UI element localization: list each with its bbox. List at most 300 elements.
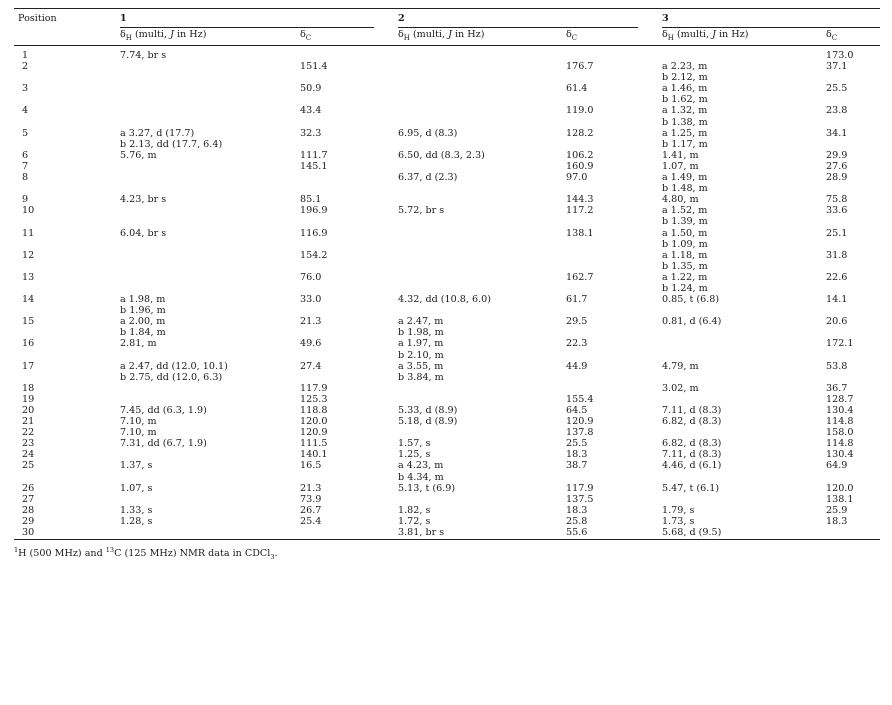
compound-3-h-cell — [662, 338, 826, 360]
compound-3-h-cell — [662, 494, 826, 505]
compound-3-h-cell — [662, 427, 826, 438]
compound-1-h-cell — [120, 316, 300, 338]
proton-shift-line: b 1.09, m — [662, 238, 708, 250]
proton-shift-line: b 1.35, m — [662, 260, 708, 272]
compound-1-h-cell — [120, 128, 300, 150]
proton-shift-line: a 1.32, m — [662, 105, 708, 117]
compound-2-c-cell: 137.5 — [566, 493, 594, 505]
compound-2-h-cell — [398, 228, 566, 250]
position-cell: 17 — [22, 360, 35, 372]
compound-2-h-cell — [398, 205, 566, 227]
compound-2-h-cell — [398, 505, 566, 516]
compound-3-c-cell: 22.6 — [826, 271, 848, 283]
compound-1-h-cell — [120, 527, 300, 540]
compound-1-c-cell: 33.0 — [300, 294, 322, 306]
position-cell: 21 — [22, 416, 35, 428]
position-cell: 23 — [22, 438, 35, 450]
compound-3-c-cell: 138.1 — [826, 493, 854, 505]
compound-2-h-cell — [398, 438, 566, 449]
compound-3-h-cell — [662, 46, 826, 62]
compound-2-h-cell — [398, 46, 566, 62]
table-row — [14, 272, 880, 294]
position-cell: 11 — [22, 227, 35, 239]
compound-3-h-cell — [662, 161, 826, 172]
table-row — [14, 460, 880, 482]
compound-3-c-cell: 173.0 — [826, 50, 854, 61]
compound-2-c-cell — [566, 46, 662, 62]
compound-2-h-cell — [398, 483, 566, 494]
compound-3-c-cell: 75.8 — [826, 194, 848, 206]
compound-1-c-cell: 50.9 — [300, 83, 322, 95]
compound-2-h-cell — [398, 416, 566, 427]
compound-2-c-cell: 44.9 — [566, 360, 588, 372]
compound-2-c-cell: 120.9 — [566, 416, 594, 428]
compound-1-h-cell — [120, 427, 300, 438]
compound-1-h-cell — [120, 194, 300, 205]
proton-shift-line: a 1.49, m — [662, 172, 708, 184]
compound-2-c-cell: 137.8 — [566, 427, 594, 439]
proton-shift-line: 4.79, m — [662, 360, 699, 372]
proton-shift-line: 5.33, d (8.9) — [398, 405, 458, 416]
proton-shift-line: 3.81, br s — [398, 527, 445, 539]
compound-3-c-cell: 31.8 — [826, 249, 848, 261]
proton-shift-line: b 1.84, m — [120, 327, 166, 339]
compound-3-h-cell — [662, 316, 826, 338]
proton-shift-line: 4.80, m — [662, 194, 699, 206]
compound-3-h-cell — [662, 516, 826, 527]
proton-shift-line: 1.33, s — [120, 504, 153, 516]
compound-1-header: 1 — [120, 9, 398, 30]
compound-3-c-cell: 14.1 — [826, 294, 848, 306]
compound-1-h-cell — [120, 205, 300, 227]
compound-1-c-cell: 21.3 — [300, 482, 322, 494]
proton-shift-line: 6.82, d (8.3) — [662, 416, 722, 428]
compound-2-c-cell: 160.9 — [566, 160, 594, 172]
table-row — [14, 449, 880, 460]
compound-3-c-cell: 27.6 — [826, 160, 848, 172]
proton-shift-line: a 1.97, m — [398, 338, 444, 350]
proton-shift-line: a 2.47, m — [398, 316, 444, 328]
position-cell: 26 — [22, 482, 35, 494]
compound-1-c-cell: 116.9 — [300, 227, 328, 239]
compound-3-c-cell: 25.5 — [826, 83, 848, 95]
proton-shift-line: 5.47, t (6.1) — [662, 482, 720, 494]
position-cell: 1 — [22, 50, 29, 61]
compound-3-c-cell: 114.8 — [826, 438, 854, 450]
compound-1-h-cell — [120, 250, 300, 272]
compound-1-h-cell — [120, 105, 300, 127]
compound-3-h-cell — [662, 228, 826, 250]
compound-3-c-cell: 29.9 — [826, 149, 848, 161]
proton-shift-line: b 1.96, m — [120, 305, 166, 317]
compound-2-h-cell — [398, 405, 566, 416]
proton-shift-line: 1.73, s — [662, 515, 695, 527]
compound-1-c-cell: 43.4 — [300, 105, 322, 117]
compound-3-h-cell — [662, 172, 826, 194]
table-row — [14, 405, 880, 416]
proton-shift-line: 1.82, s — [398, 504, 431, 516]
table-row — [14, 128, 880, 150]
position-cell: 8 — [22, 172, 29, 184]
proton-shift-line: a 1.25, m — [662, 127, 708, 139]
proton-shift-line: 5.68, d (9.5) — [662, 527, 722, 539]
compound-1-h-cell — [120, 516, 300, 527]
compound-2-c-cell: 29.5 — [566, 316, 588, 328]
compound-1-h-cell — [120, 494, 300, 505]
proton-shift-line: 7.74, br s — [120, 50, 167, 61]
position-cell: 28 — [22, 504, 35, 516]
compound-2-c-cell — [566, 250, 662, 272]
compound-1-h-cell — [120, 61, 300, 83]
compound-2-c-cell: 138.1 — [566, 227, 594, 239]
compound-1-c-cell: 21.3 — [300, 316, 322, 328]
compound-3-h-cell — [662, 438, 826, 449]
compound-3-c-cell: 18.3 — [826, 515, 848, 527]
compound-2-h-cell — [398, 527, 566, 540]
compound-3-h-cell — [662, 194, 826, 205]
proton-shift-line: 1.28, s — [120, 515, 153, 527]
compound-3-h-cell — [662, 205, 826, 227]
proton-shift-line: a 2.00, m — [120, 316, 166, 328]
compound-2-c-cell: 144.3 — [566, 194, 594, 206]
compound-3-c-cell: 114.8 — [826, 416, 854, 428]
delta-h-header-3: $\delta_H$ (multi, J in Hz) — [662, 29, 826, 46]
compound-2-h-cell — [398, 394, 566, 405]
compound-1-h-cell — [120, 394, 300, 405]
compound-3-c-cell: 25.1 — [826, 227, 848, 239]
position-cell: 10 — [22, 205, 35, 217]
compound-3-header: 3 — [662, 9, 880, 30]
compound-1-c-cell: 111.7 — [300, 149, 328, 161]
proton-shift-line: b 1.98, m — [398, 327, 444, 339]
compound-3-c-cell: 37.1 — [826, 61, 848, 73]
compound-1-h-cell — [120, 294, 300, 316]
compound-2-c-cell: 117.9 — [566, 482, 594, 494]
proton-shift-line: 7.45, dd (6.3, 1.9) — [120, 405, 207, 416]
compound-1-h-cell — [120, 483, 300, 494]
position-cell: 30 — [22, 527, 35, 539]
position-cell: 22 — [22, 427, 35, 439]
compound-3-h-cell — [662, 128, 826, 150]
compound-3-h-cell — [662, 460, 826, 482]
compound-3-h-cell — [662, 527, 826, 540]
compound-3-h-cell — [662, 272, 826, 294]
table-row — [14, 394, 880, 405]
compound-1-c-cell: 120.9 — [300, 427, 328, 439]
nmr-table-container — [14, 8, 880, 561]
compound-2-c-cell: 64.5 — [566, 405, 588, 416]
compound-3-c-cell: 53.8 — [826, 360, 848, 372]
position-header-blank — [14, 29, 120, 46]
compound-1-c-cell: 76.0 — [300, 271, 322, 283]
compound-1-c-cell: 49.6 — [300, 338, 322, 350]
compound-1-c-cell: 25.4 — [300, 515, 322, 527]
proton-shift-line: 2.81, m — [120, 338, 157, 350]
compound-2-h-cell — [398, 150, 566, 161]
position-cell: 3 — [22, 83, 29, 95]
proton-shift-line: 3.02, m — [662, 382, 699, 394]
compound-2-h-cell — [398, 128, 566, 150]
compound-1-h-cell — [120, 449, 300, 460]
compound-1-h-cell — [120, 416, 300, 427]
proton-shift-line: 1.07, s — [120, 482, 153, 494]
compound-2-h-cell — [398, 250, 566, 272]
compound-3-h-cell — [662, 150, 826, 161]
proton-shift-line: 4.32, dd (10.8, 6.0) — [398, 294, 491, 306]
compound-1-h-cell — [120, 383, 300, 394]
compound-2-c-cell: 25.8 — [566, 515, 588, 527]
proton-shift-line: a 1.98, m — [120, 294, 166, 306]
proton-shift-line: 7.11, d (8.3) — [662, 405, 722, 416]
position-cell: 2 — [22, 61, 29, 73]
compound-1-c-cell: 111.5 — [300, 438, 328, 450]
compound-1-c-cell: 16.5 — [300, 460, 322, 472]
proton-shift-line: 5.18, d (8.9) — [398, 416, 458, 428]
position-cell: 5 — [22, 127, 29, 139]
position-cell: 13 — [22, 271, 35, 283]
table-row — [14, 250, 880, 272]
proton-shift-line: b 1.62, m — [662, 94, 708, 106]
compound-1-h-cell — [120, 338, 300, 360]
proton-shift-line: 7.31, dd (6.7, 1.9) — [120, 438, 207, 450]
compound-2-h-cell — [398, 61, 566, 83]
compound-3-c-cell: 130.4 — [826, 405, 854, 416]
proton-shift-line: 1.25, s — [398, 449, 431, 461]
proton-shift-line: b 2.13, dd (17.7, 6.4) — [120, 138, 223, 150]
table-row — [14, 46, 880, 62]
proton-shift-line: a 2.47, dd (12.0, 10.1) — [120, 360, 228, 372]
position-cell: 19 — [22, 393, 35, 405]
table-row — [14, 416, 880, 427]
proton-shift-line: 4.23, br s — [120, 194, 167, 206]
compound-2-c-cell: 117.2 — [566, 205, 594, 217]
position-cell: 9 — [22, 194, 29, 206]
position-cell: 27 — [22, 493, 35, 505]
compound-1-c-cell: 154.2 — [300, 249, 328, 261]
table-row — [14, 61, 880, 83]
compound-2-h-cell — [398, 294, 566, 316]
compound-3-c-cell: 172.1 — [826, 338, 854, 350]
table-row — [14, 83, 880, 105]
proton-shift-line: b 2.75, dd (12.0, 6.3) — [120, 371, 223, 383]
proton-shift-line: b 1.48, m — [662, 183, 708, 195]
compound-1-h-cell — [120, 272, 300, 294]
compound-2-h-cell — [398, 460, 566, 482]
compound-2-c-cell: 155.4 — [566, 393, 594, 405]
table-row — [14, 294, 880, 316]
compound-1-c-cell — [300, 172, 398, 194]
proton-shift-line: 0.85, t (6.8) — [662, 294, 720, 306]
compound-1-c-cell: 32.3 — [300, 127, 322, 139]
compound-2-c-cell: 119.0 — [566, 105, 594, 117]
proton-shift-line: 5.76, m — [120, 149, 157, 161]
proton-shift-line: 5.72, br s — [398, 205, 445, 217]
compound-3-h-cell — [662, 394, 826, 405]
compound-3-c-cell: 36.7 — [826, 382, 848, 394]
compound-3-c-cell: 130.4 — [826, 449, 854, 461]
delta-h-header-1: $\delta_H$ (multi, J in Hz) — [120, 29, 300, 46]
proton-shift-line: 1.57, s — [398, 438, 431, 450]
position-cell: 4 — [22, 105, 29, 117]
position-cell: 14 — [22, 294, 35, 306]
delta-h-header-2: $\delta_H$ (multi, J in Hz) — [398, 29, 566, 46]
compound-1-c-cell: 125.3 — [300, 393, 328, 405]
compound-3-c-cell: 128.7 — [826, 393, 854, 405]
compound-2-c-cell: 22.3 — [566, 338, 588, 350]
proton-shift-line: a 4.23, m — [398, 460, 444, 472]
proton-shift-line: b 1.39, m — [662, 216, 708, 228]
compound-3-c-cell — [826, 527, 880, 540]
compound-2-c-cell — [566, 383, 662, 394]
position-cell: 18 — [22, 382, 35, 394]
compound-2-h-cell — [398, 427, 566, 438]
compound-3-c-cell: 64.9 — [826, 460, 848, 472]
proton-shift-line: a 2.23, m — [662, 61, 708, 73]
compound-2-h-cell — [398, 494, 566, 505]
compound-2-c-cell: 61.7 — [566, 294, 588, 306]
delta-c-header-2: $\delta_C$ — [566, 29, 662, 46]
compound-2-h-cell — [398, 161, 566, 172]
compound-1-h-cell — [120, 505, 300, 516]
compound-1-h-cell — [120, 361, 300, 383]
compound-3-h-cell — [662, 250, 826, 272]
compound-1-c-cell: 27.4 — [300, 360, 322, 372]
proton-shift-line: 0.81, d (6.4) — [662, 316, 722, 328]
position-cell: 12 — [22, 249, 35, 261]
table-row — [14, 527, 880, 540]
compound-2-h-cell — [398, 383, 566, 394]
compound-1-c-cell: 118.8 — [300, 405, 328, 416]
compound-2-c-cell: 61.4 — [566, 83, 588, 95]
table-row — [14, 516, 880, 527]
table-row — [14, 228, 880, 250]
compound-3-c-cell: 25.9 — [826, 504, 848, 516]
position-cell: 20 — [22, 405, 35, 416]
proton-shift-line: 1.07, m — [662, 160, 699, 172]
compound-2-h-cell — [398, 272, 566, 294]
compound-3-h-cell — [662, 105, 826, 127]
delta-c-header-1: $\delta_C$ — [300, 29, 398, 46]
proton-shift-line: 6.82, d (8.3) — [662, 438, 722, 450]
table-row — [14, 438, 880, 449]
compound-2-h-cell — [398, 105, 566, 127]
compound-3-h-cell — [662, 416, 826, 427]
table-row — [14, 494, 880, 505]
header-row-shifts — [14, 29, 880, 46]
proton-shift-line: a 1.50, m — [662, 227, 708, 239]
compound-2-c-cell: 162.7 — [566, 271, 594, 283]
compound-3-h-cell — [662, 83, 826, 105]
position-cell: 15 — [22, 316, 35, 328]
position-cell: 24 — [22, 449, 35, 461]
compound-2-h-cell — [398, 172, 566, 194]
proton-shift-line: b 1.38, m — [662, 116, 708, 128]
compound-2-c-cell: 55.6 — [566, 527, 588, 539]
table-row — [14, 383, 880, 394]
compound-2-h-cell — [398, 316, 566, 338]
compound-3-c-cell: 120.0 — [826, 482, 854, 494]
compound-1-c-cell: 196.9 — [300, 205, 328, 217]
compound-1-c-cell: 120.0 — [300, 416, 328, 428]
table-row — [14, 205, 880, 227]
compound-1-h-cell — [120, 172, 300, 194]
position-cell: 7 — [22, 160, 29, 172]
compound-3-c-cell: 33.6 — [826, 205, 848, 217]
proton-shift-line: 4.46, d (6.1) — [662, 460, 722, 472]
compound-2-c-cell: 18.3 — [566, 504, 588, 516]
table-row — [14, 172, 880, 194]
table-row — [14, 505, 880, 516]
proton-shift-line: 1.79, s — [662, 504, 695, 516]
compound-2-c-cell: 176.7 — [566, 61, 594, 73]
compound-1-c-cell — [300, 527, 398, 540]
compound-2-c-cell: 25.5 — [566, 438, 588, 450]
proton-shift-line: b 2.10, m — [398, 349, 444, 361]
compound-3-h-cell — [662, 483, 826, 494]
position-cell: 16 — [22, 338, 35, 350]
compound-3-h-cell — [662, 405, 826, 416]
compound-1-h-cell — [120, 438, 300, 449]
compound-3-h-cell — [662, 505, 826, 516]
proton-shift-line: 6.04, br s — [120, 227, 167, 239]
table-row — [14, 361, 880, 383]
proton-shift-line: b 2.12, m — [662, 72, 708, 84]
compound-2-h-cell — [398, 516, 566, 527]
compound-2-h-cell — [398, 361, 566, 383]
proton-shift-line: 6.37, d (2.3) — [398, 172, 458, 184]
compound-3-h-cell — [662, 361, 826, 383]
compound-2-c-cell: 97.0 — [566, 172, 588, 184]
table-row — [14, 194, 880, 205]
compound-1-h-cell — [120, 150, 300, 161]
proton-shift-line: 7.10, m — [120, 427, 157, 439]
proton-shift-line: 7.11, d (8.3) — [662, 449, 722, 461]
proton-shift-line: a 1.22, m — [662, 271, 708, 283]
compound-2-h-cell — [398, 449, 566, 460]
table-row — [14, 483, 880, 494]
compound-1-h-cell — [120, 460, 300, 482]
proton-shift-line: a 3.27, d (17.7) — [120, 127, 195, 139]
proton-shift-line: 5.13, t (6.9) — [398, 482, 456, 494]
proton-shift-line: 1.72, s — [398, 515, 431, 527]
compound-1-c-cell: 73.9 — [300, 493, 322, 505]
compound-3-c-cell: 28.9 — [826, 172, 848, 184]
compound-1-c-cell: 151.4 — [300, 61, 328, 73]
table-row — [14, 427, 880, 438]
proton-shift-line: 7.10, m — [120, 416, 157, 428]
proton-shift-line: 6.50, dd (8.3, 2.3) — [398, 149, 485, 161]
compound-2-c-cell: 18.3 — [566, 449, 588, 461]
compound-3-c-cell: 34.1 — [826, 127, 848, 139]
proton-shift-line: a 1.18, m — [662, 249, 708, 261]
compound-1-c-cell: 117.9 — [300, 382, 328, 394]
compound-3-c-cell: 158.0 — [826, 427, 854, 439]
header-row-compounds — [14, 9, 880, 30]
compound-2-h-cell — [398, 194, 566, 205]
compound-3-h-cell — [662, 383, 826, 394]
compound-1-c-cell: 85.1 — [300, 194, 322, 206]
proton-shift-line: b 4.34, m — [398, 471, 444, 483]
position-cell: 29 — [22, 515, 35, 527]
nmr-data-table — [14, 8, 880, 540]
compound-3-c-cell: 20.6 — [826, 316, 848, 328]
compound-1-h-cell — [120, 161, 300, 172]
compound-2-c-cell: 128.2 — [566, 127, 594, 139]
compound-2-c-cell: 38.7 — [566, 460, 588, 472]
proton-shift-line: b 3.84, m — [398, 371, 444, 383]
table-row — [14, 316, 880, 338]
position-header: Position — [18, 13, 57, 24]
